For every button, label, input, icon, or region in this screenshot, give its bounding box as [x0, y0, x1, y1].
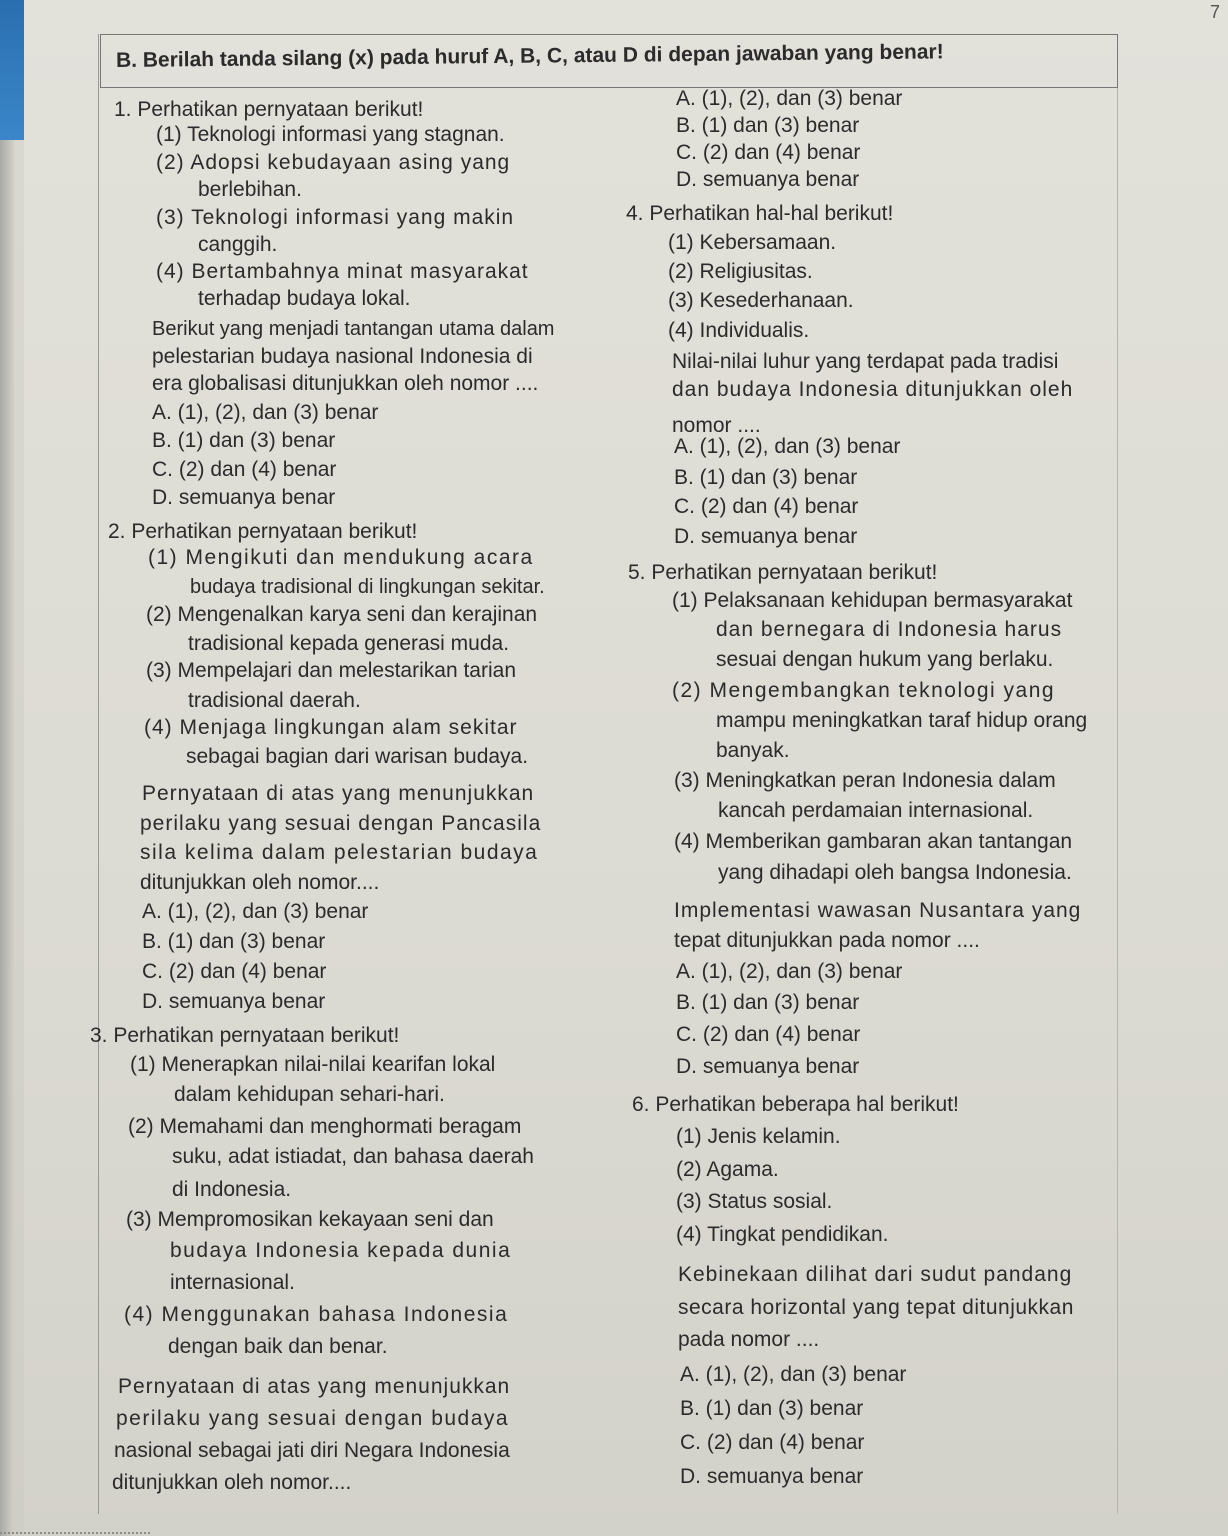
- q1-title: 1. Perhatikan pernyataan berikut!: [114, 98, 424, 121]
- q1-item: berlebihan.: [198, 178, 302, 201]
- q4-option-b[interactable]: B. (1) dan (3) benar: [674, 466, 858, 489]
- q3-item: (2) Memahami dan menghormati beragam: [128, 1115, 522, 1138]
- q1-right-option-b[interactable]: B. (1) dan (3) benar: [676, 114, 860, 137]
- q2-item: (4) Menjaga lingkungan alam sekitar: [144, 716, 518, 739]
- q6-item: (1) Jenis kelamin.: [676, 1125, 841, 1148]
- q4-option-d[interactable]: D. semuanya benar: [674, 525, 858, 548]
- q2-option-d[interactable]: D. semuanya benar: [142, 990, 326, 1013]
- q1-option-c[interactable]: C. (2) dan (4) benar: [152, 458, 337, 481]
- q6-item: (4) Tingkat pendidikan.: [676, 1223, 889, 1246]
- instruction-header: B. Berilah tanda silang (x) pada huruf A, B, C, atau D di depan jawaban yang benar!: [115, 40, 944, 72]
- q5-option-a[interactable]: A. (1), (2), dan (3) benar: [676, 960, 903, 983]
- q1-item: (3) Teknologi informasi yang makin: [156, 206, 515, 229]
- q1-item: terhadap budaya lokal.: [198, 287, 411, 310]
- q2-item: tradisional daerah.: [188, 689, 361, 712]
- q1-question: era globalisasi ditunjukkan oleh nomor ....: [152, 372, 539, 395]
- q2-title: 2. Perhatikan pernyataan berikut!: [108, 520, 418, 543]
- q3-question: perilaku yang sesuai dengan budaya: [116, 1407, 510, 1430]
- q1-option-b[interactable]: B. (1) dan (3) benar: [152, 429, 336, 452]
- paper-edge: [0, 140, 14, 1536]
- q3-item: dengan baik dan benar.: [168, 1335, 388, 1358]
- q4-question: Nilai-nilai luhur yang terdapat pada tradisi: [672, 350, 1059, 373]
- dotted-edge: [0, 1530, 150, 1534]
- q2-item: (3) Mempelajari dan melestarikan tarian: [146, 659, 516, 682]
- q6-title: 6. Perhatikan beberapa hal berikut!: [632, 1093, 959, 1116]
- q1-item: (2) Adopsi kebudayaan asing yang: [156, 151, 511, 174]
- q5-title: 5. Perhatikan pernyataan berikut!: [628, 561, 938, 584]
- q1-question: Berikut yang menjadi tantangan utama dalam: [152, 318, 555, 340]
- q3-item: (3) Mempromosikan kekayaan seni dan: [126, 1208, 494, 1231]
- q3-item: budaya Indonesia kepada dunia: [170, 1239, 512, 1262]
- q4-question: nomor ....: [672, 414, 761, 437]
- q2-item: tradisional kepada generasi muda.: [188, 632, 510, 655]
- q1-question: pelestarian budaya nasional Indonesia di: [152, 345, 533, 368]
- q6-item: (3) Status sosial.: [676, 1190, 833, 1213]
- q4-item: (3) Kesederhanaan.: [668, 289, 854, 312]
- q3-item: (1) Menerapkan nilai-nilai kearifan lokal: [130, 1053, 496, 1076]
- q1-item: canggih.: [198, 233, 278, 256]
- q4-question: dan budaya Indonesia ditunjukkan oleh: [672, 378, 1074, 401]
- q2-item: (2) Mengenalkan karya seni dan kerajinan: [146, 603, 538, 626]
- q5-item: (2) Mengembangkan teknologi yang: [672, 679, 1056, 702]
- q2-option-b[interactable]: B. (1) dan (3) benar: [142, 930, 326, 953]
- q1-option-d[interactable]: D. semuanya benar: [152, 486, 336, 509]
- q6-option-b[interactable]: B. (1) dan (3) benar: [680, 1397, 864, 1420]
- q6-option-a[interactable]: A. (1), (2), dan (3) benar: [680, 1363, 907, 1386]
- q6-question: pada nomor ....: [678, 1328, 820, 1351]
- q5-question: Implementasi wawasan Nusantara yang: [674, 899, 1082, 922]
- q3-item: dalam kehidupan sehari-hari.: [174, 1083, 445, 1106]
- q2-question: Pernyataan di atas yang menunjukkan: [142, 782, 535, 805]
- q2-option-c[interactable]: C. (2) dan (4) benar: [142, 960, 327, 983]
- q1-option-a[interactable]: A. (1), (2), dan (3) benar: [152, 401, 379, 424]
- q5-item: kancah perdamaian internasional.: [718, 799, 1034, 822]
- q2-question: ditunjukkan oleh nomor....: [140, 871, 380, 894]
- q3-question: Pernyataan di atas yang menunjukkan: [118, 1375, 511, 1398]
- q5-item: dan bernegara di Indonesia harus: [716, 618, 1063, 641]
- q3-question: nasional sebagai jati diri Negara Indonesia: [114, 1439, 510, 1462]
- q4-title: 4. Perhatikan hal-hal berikut!: [626, 202, 894, 225]
- q3-item: (4) Menggunakan bahasa Indonesia: [124, 1303, 509, 1326]
- q5-item: sesuai dengan hukum yang berlaku.: [716, 648, 1054, 671]
- q3-item: di Indonesia.: [172, 1178, 292, 1201]
- q3-title: 3. Perhatikan pernyataan berikut!: [90, 1024, 400, 1047]
- q3-question: ditunjukkan oleh nomor....: [112, 1471, 352, 1494]
- q5-option-c[interactable]: C. (2) dan (4) benar: [676, 1023, 861, 1046]
- q4-item: (2) Religiusitas.: [668, 260, 813, 283]
- q6-item: (2) Agama.: [676, 1158, 779, 1181]
- blue-cover-edge: [0, 0, 26, 140]
- q2-question: sila kelima dalam pelestarian budaya: [140, 841, 539, 864]
- q4-item: (4) Individualis.: [668, 319, 810, 342]
- q4-option-c[interactable]: C. (2) dan (4) benar: [674, 495, 859, 518]
- page-corner-number: 7: [1209, 2, 1220, 22]
- q6-option-c[interactable]: C. (2) dan (4) benar: [680, 1431, 865, 1454]
- q4-option-a[interactable]: A. (1), (2), dan (3) benar: [674, 435, 901, 458]
- q5-question: tepat ditunjukkan pada nomor ....: [674, 929, 980, 952]
- q4-item: (1) Kebersamaan.: [668, 231, 837, 254]
- q1-right-option-a[interactable]: A. (1), (2), dan (3) benar: [676, 87, 903, 110]
- q5-item: yang dihadapi oleh bangsa Indonesia.: [718, 861, 1072, 884]
- q1-right-option-d[interactable]: D. semuanya benar: [676, 168, 860, 191]
- q5-option-b[interactable]: B. (1) dan (3) benar: [676, 991, 860, 1014]
- q5-option-d[interactable]: D. semuanya benar: [676, 1055, 860, 1078]
- q1-item: (1) Teknologi informasi yang stagnan.: [156, 123, 505, 146]
- q2-item: budaya tradisional di lingkungan sekitar.: [190, 576, 545, 598]
- q5-item: mampu meningkatkan taraf hidup orang: [716, 709, 1088, 732]
- q1-item: (4) Bertambahnya minat masyarakat: [156, 260, 529, 283]
- q3-item: suku, adat istiadat, dan bahasa daerah: [172, 1145, 534, 1168]
- q2-option-a[interactable]: A. (1), (2), dan (3) benar: [142, 900, 369, 923]
- q2-item: (1) Mengikuti dan mendukung acara: [148, 546, 534, 569]
- q6-option-d[interactable]: D. semuanya benar: [680, 1465, 864, 1488]
- q1-right-option-c[interactable]: C. (2) dan (4) benar: [676, 141, 861, 164]
- q5-item: (4) Memberikan gambaran akan tantangan: [674, 830, 1073, 853]
- q3-item: internasional.: [170, 1271, 295, 1294]
- q5-item: banyak.: [716, 739, 790, 762]
- q2-item: sebagai bagian dari warisan budaya.: [186, 745, 529, 768]
- q6-question: secara horizontal yang tepat ditunjukkan: [678, 1296, 1074, 1319]
- q5-item: (3) Meningkatkan peran Indonesia dalam: [674, 769, 1056, 792]
- q6-question: Kebinekaan dilihat dari sudut pandang: [678, 1263, 1073, 1286]
- q2-question: perilaku yang sesuai dengan Pancasila: [140, 812, 542, 835]
- q5-item: (1) Pelaksanaan kehidupan bermasyarakat: [672, 589, 1073, 612]
